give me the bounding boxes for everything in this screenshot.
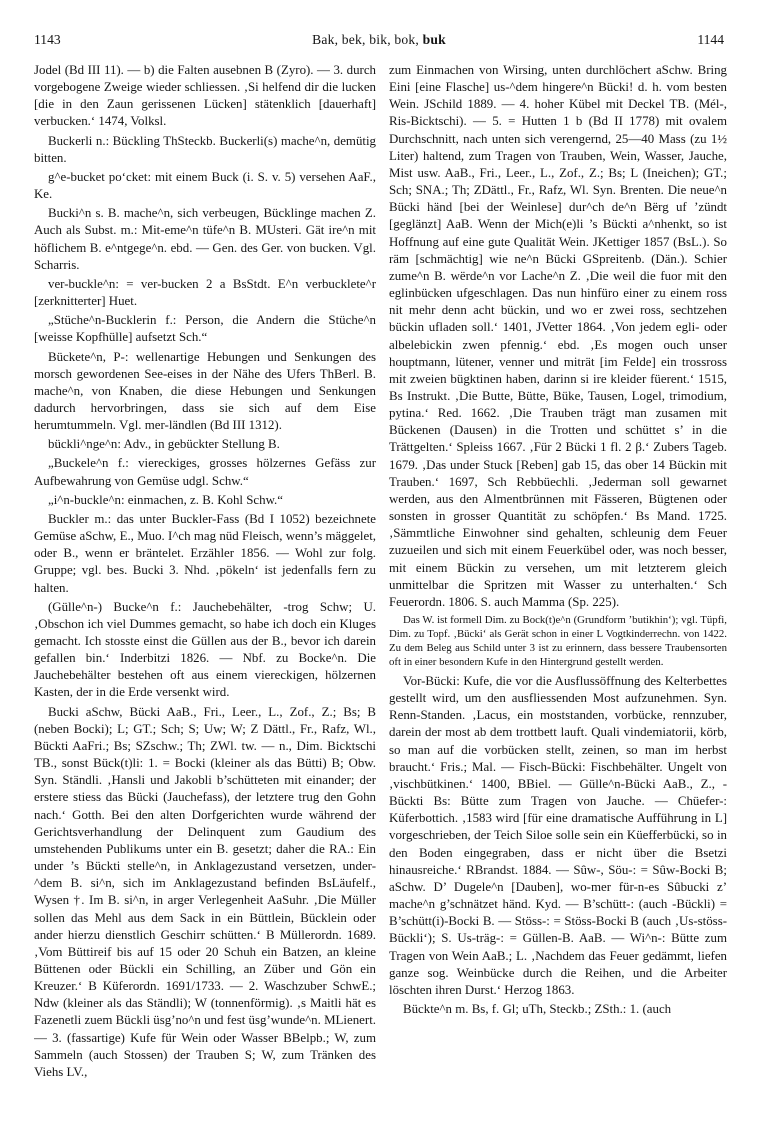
running-header (26, 30, 732, 50)
dictionary-entry: „Buckele^n f.: viereckiges, grosses hölzernes Gefäss zur Aufbewahrung von Gemüse udgl. Schw.“ (34, 456, 376, 488)
page-number-right: 1144 (697, 32, 724, 47)
dictionary-entry: zum Einmachen von Wirsing, unten durchlöchert aSchw. Bring Eini [eine Flasche] us-^dem hingere^n Bücki! d. h. vom besten Wein. JSchild 1889. — 4. hoher Kübel mit Deckel TB. (Mél-, Ris-Bicktschi). — 5. = Hutten 1 b (Bd II 1778) mit ovalem Durchschnitt, nach unten sich verengernd, 25—40 Mass (zu 1½ Liter) haltend, zum Tragen von Trauben, Wein, Wasser, Jauche, Mist usw. AaB., Fri., Leer., L., Zof., Z.; Bs; L (Ineichen); GT.; Sch; SNA.; Th; ZDättl., Fr., Rafz, Wl. Syn. Brenten. Die neue^n Bücki händ [bei der Weinlese] dur^ch de^n Bërg uf ’zündt [geglänzt] AaB. Wenn der Mich(e)li ’s Bückti a^nhenkt, so ist Hoffnung auf eine gute Qualität Wein. JKettiger 1857 (BsL.). So räm [schmächtig] wie ne^n Bücki GSpreitenb. (Dän.). Schier zume^n B. wërde^n vor Lache^n Z. ‚Die weil die fuor mit den eglinbücken ufgeschlagen. Das nun hinfüro einer zu einem ross nit mehr denn acht bückin, und wo er zwei ross, sechtzehen bückin ufladen soll.‘ 1401, JVetter 1864. ‚Von jedem egli- oder albelebickin zwen pfennig.‘ ebd. ‚Es mogen ouch unser houptmann, lütener, venner und miträt [im Felde] ein trossross mit zweien bügktinen haben, darinn si ire kleider füerent.‘ 1515, Bs Instrukt. ‚Die Butte, Bütte, Büke, Tausen, Logel, trimodium, pytina.‘ Red. 1662. ‚Die Trauben trägt man zusamen mit Bückenen (Dausen) in die Trotten und schüttet s’ in die Trättgelten.‘ Spleiss 1667. ‚Für 2 Bücki 1 fl. 2 β.‘ Zubers Tageb. 1679. ‚Das under Stuck [Reben] gab 15, das ober 14 Bückin mit Trauben.‘ 1697, Sch Rebbüechli. ‚Jederman soll gewarnet werden, aus den Almentbrünnen mit Fässeren, Bügtenen oder sonsten in grosser Quantität zu schöpfen.‘ Bs Mand. 1725. ‚Sämmtliche Einwohner sind gehalten, schleunig dem Feuer zuzueilen und sich mit einem Feuerkübel oder, was noch besser, mit einem Bückin zu versehen, um mit letzterem gleich unmittelbar die Spritzen mit Wasser zu unterhalten.‘ Sch Feuerordn. 1806. S. auch Mamma (Sp. 225). (389, 63, 727, 609)
dictionary-entry: g^e-bucket po‘cket: mit einem Buck (i. S. v. 5) versehen AaF., Ke. (34, 169, 376, 202)
dictionary-entry: Buckerli n.: Bückling ThSteckb. Buckerli(s) mache^n, demütig bitten. (34, 133, 376, 165)
dictionary-entry: bückli^nge^n: Adv., in gebückter Stellung B. (48, 437, 280, 452)
dictionary-entry: (Gülle^n-) Bucke^n f.: Jauchebehälter, -trog Schw; U. ‚Obschon ich viel Dummes gemacht, so habe ich doch ein Kluges gemacht. Ich stosste einst die Güllen aus der B., bevor ich darein gefallen bin.‘ Inderbitzi 1826. — Nbf. zu Bocke^n. Die Jauchebehälter bestehen oft aus einem viereckigen, hölzernen Kasten, der in die Erde versenkt wird. (34, 599, 376, 700)
header-title-text: Bak, bek, bik, bok, (312, 32, 423, 47)
header-title (26, 30, 732, 50)
dictionary-entry: „i^n-buckle^n: einmachen, z. B. Kohl Schw.“ (48, 492, 283, 507)
header-title-bold: buk (422, 32, 446, 47)
dictionary-entry: Bückte^n m. Bs, f. Gl; uTh, Steckb.; ZSth.: 1. (auch (403, 1001, 672, 1016)
dictionary-entry: ver-buckle^n: = ver-bucken 2 a BsStdt. E^n verbucklete^r [zerknitterter] Huet. (34, 276, 376, 309)
dictionary-entry: Bückete^n, P-: wellenartige Hebungen und Senkungen des morsch gewordenen See-eises in der Nähe des Ufers ThBerl. B. mache^n, von Knaben, die diese Hebungen und Senkungen dadurch hervorbringen, dass sie sich auf dem Eise herumtummeln. Vgl. mer-ländlen (Bd III 1312). (34, 349, 376, 433)
dictionary-entry: Das W. ist formell Dim. zu Bock(t)e^n (Grundform ’butikhin‘); vgl. Tüpfi, Dim. zu Topf. ‚Bücki‘ als Gerät schon in einer L Vogtkinderrechn. von 1422. Zu dem Beleg aus Schild unter 3 ist zu erinnern, dass bessere Traubensorten oft in einer besondern Kufe in den Hintergrund gestellt werden. (389, 614, 727, 668)
dictionary-entry: Bucki aSchw, Bücki AaB., Fri., Leer., L., Zof., Z.; Bs; B (neben Bocki); L; GT.; Sch; S; Uw; W; Z Dättl., Fr., Rafz, Wl., Bückti AaFri.; Bs; SZschw.; Th; ZWl. tw. — n., Dim. Bicktschi TB., sonst Bück(t)li: 1. = Bocki (kleiner als das Bütti) B; Obw. Syn. Ständli. ‚Hansli und Jakobli b’schütteten mit einander; der erstere stiess das Bücki (Jauchefass), der letztere trug den Gohn nach.‘ Gotth. Bei den alten Dorfgerichten wurde während der Gerichtsverhandlung der Delinquent zum Gaudium des umstehenden Publikums unter ein B. gesetzt; daher die RA.: Ein under ’s Bückti stelle^n, in Anklagezustand versetzen, under-^dem B. si^n, sich im Anklagezustand befinden BsLäufelf., Wysen †. Im B. si^n, in arger Verlegenheit AaSuhr. ‚Die Müller sollen das Mehl aus dem Sack in ein Büttlein, Bücklein oder ander hierzu dienstlich Geschirr schütten.‘ B Müllerordn. 1689. ‚Vom Büttireif bis auf 15 oder 20 Schuh ein Batzen, an kleine Büttenen oder Bückli ein Schilling, an Züber und Gön ein Kreuzer.‘ B Küferordn. 1691/1733. — 2. Waschzuber SchwE.; Ndw (kleiner als das Ständli); W (tonnenförmig). ‚s Maitli hät es Fazenetli zuem Bückli üsg’no^n und fest üsg’wunde^n. MLienert. — 3. (fassartige) Kufe für Wein oder Wasser BBelpb.; W, zum Sammeln (auch Stossen) der Trauben S; W, zum Tränken des Viehs LV., (34, 704, 376, 1079)
right-column (389, 62, 727, 1108)
dictionary-entry: Vor-Bücki: Kufe, die vor die Ausflussöffnung des Kelterbettes gestellt wird, um den ausfliessenden Most aufzunehmen. Syn. Renn-Standen. ‚Lacus, ein moststanden, vorbücke, rennzuber, darein der most ab dem trottbett lauft. Quali vindemiatorii, körb, so man auf die vorbücken stellt, zeinen, so man im herbst braucht.‘ Fris.; Mal. — Fisch-Bücki: Fischbehälter. Ungelt von ‚vischbütkinen.‘ 1400, BBiel. — Gülle^n-Bücki AaB., Z., -Bückti Bs: Bütte zum Tragen von Jauche. — Chüefer-: Küferbottich. ‚1583 wird [für eine dramatische Aufführung in L] vorgeschrieben, der Teich Siloe solle sein ein Küefferbücki, so in den Boden eingegraben, dass er nicht über die Bsetzi hinausreiche.‘ RBrandst. 1884. — Sûw-, Söu-: = Sûw-Bocki B; aSchw. D’ Dugele^n [Dauben], wo-mer für-n-es Sûbucki z’ mache^n g’schnätzet händ. Kyd. — B’schütt-: (auch -Bückli) = B’schütt(i)-Bocki B. — Stöss-: = Stöss-Bocki B (auch ‚Us-stöss-Bückli‘); S. Us-träg-: = Güllen-B. AaB. — Wi^n-: Bütte zum Tragen von Wein AaB.; L. ‚Nachdem das Feuer gedämmt, liefen ganze sog. Weinbücke durch die Reihen, und die Arbeiter löschten ihren Durst.‘ Herzog 1863. (389, 674, 727, 997)
dictionary-entry: Buckler m.: das unter Buckler-Fass (Bd I 1052) bezeichnete Gemüse aSchw, E., Muo. I^ch mag nüd Fleisch, wenn’s mäggelet, oder B., wenn er bräntelet. Erzähler 1856. — Wohl zur folg. Gruppe; vgl. bes. Bucki 3. Nhd. ‚pökeln‘ ist jedenfalls fern zu halten. (34, 511, 376, 595)
dictionary-entry: Jodel (Bd III 11). — b) die Falten ausebnen B (Zyro). — 3. durch vorgebogene Zweige wieder schliessen. ‚Si helfend dir die lucken [die in den Zaun gerissenen Lücken] stätenklich [dauerhaft] verbucken.‘ 1474, Volksl. (34, 63, 376, 129)
page-number-left: 1143 (34, 32, 61, 47)
dictionary-entry: Bucki^n s. B. mache^n, sich verbeugen, Bücklinge machen Z. Auch als Subst. m.: Mit-eme^n tüfe^n B. MUsteri. Gät ire^n mit höflichem B. e^ntgege^n. ebd. — Gen. des Ger. von bucken. Vgl. Scharris. (34, 206, 376, 272)
left-column (34, 62, 376, 1108)
dictionary-entry: „Stüche^n-Bucklerin f.: Person, die Andern die Stüche^n [weisse Kopfhülle] aufsetzt Sch.“ (34, 313, 376, 345)
